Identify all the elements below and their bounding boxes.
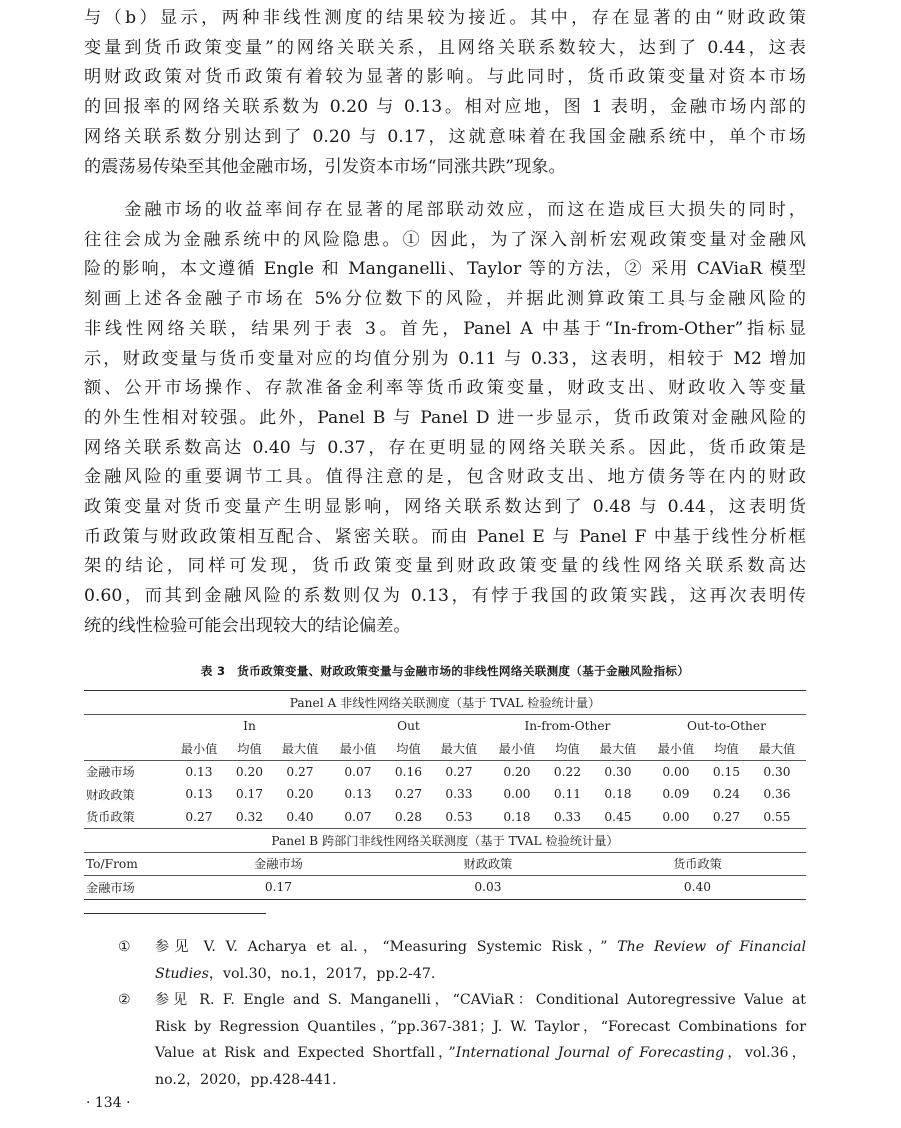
table-cell: 0.33 <box>445 787 473 802</box>
panel-b-title: Panel B 跨部门非线性网络关联测度（基于 TVAL 检验统计量） <box>84 829 806 853</box>
panel-a-title: Panel A 非线性网络关联测度（基于 TVAL 检验统计量） <box>289 695 601 710</box>
footnote-separator <box>84 913 266 914</box>
text-line: 示，财政变量与货币变量对应的均值分别为 0.11 与 0.33，这表明，相较于 M2 增加 <box>84 348 806 369</box>
column-header: 均值 <box>555 741 580 756</box>
table-cell: 0.20 <box>235 764 264 779</box>
table-cell: 0.27 <box>712 809 740 824</box>
column-header: 金融市场 <box>254 857 303 872</box>
column-header: 最大值 <box>758 741 796 756</box>
table-cell: 0.28 <box>394 809 423 824</box>
table-cell: 0.27 <box>394 787 423 802</box>
text-line: 架的结论，同样可发现，货币政策变量到财政政策变量的线性网络关联系数高达 <box>84 556 806 577</box>
page-number: · 134 · <box>86 1095 131 1111</box>
table-caption: 表 3 货币政策变量、财政政策变量与金融市场的非线性网络关联测度（基于金融风险指标） <box>200 664 690 678</box>
column-header: 均值 <box>714 741 739 756</box>
text-line: 的外生性相对较强。此外，Panel B 与 Panel D 进一步显示，货币政策对金融风险的 <box>84 407 806 428</box>
table-cell: 0.45 <box>604 809 632 824</box>
text-line: 明财政政策对货币政策有着较为显著的影响。与此同时，货币政策变量对资本市场 <box>84 67 806 88</box>
text-line: 金融市场的收益率间存在显著的尾部联动效应，而这在造成巨大损失的同时， <box>84 200 806 220</box>
column-header: 最小值 <box>180 741 218 756</box>
table-cell: 0.36 <box>763 787 791 802</box>
text-line: 往往会成为金融系统中的风险隐患。① 因此，为了深入剖析宏观政策变量对金融风 <box>84 229 806 250</box>
group-header: Out <box>397 718 420 733</box>
row-label: 金融市场 <box>86 880 135 895</box>
table-row <box>84 783 806 806</box>
column-header: 最小值 <box>498 741 536 756</box>
footnote-line: 参见 R. F. Engle and S. Manganelli，“CAViaR：Conditional Autoregressive Value at <box>155 992 806 1008</box>
table-cell: 0.30 <box>763 764 791 779</box>
text-line: 变量到货币政策变量”的网络关联关系，且网络关联系数较大，达到了 0.44，这表 <box>84 37 806 58</box>
group-header: In-from-Other <box>524 718 611 733</box>
text-line: 网络关联系数高达 0.40 与 0.37，存在更明显的网络关联关系。因此，货币政策是 <box>84 437 806 458</box>
table-cell: 0.22 <box>553 764 581 779</box>
corner-label: To/From <box>86 856 138 871</box>
footnote-marker: ② <box>118 992 131 1008</box>
column-header: 最小值 <box>339 741 377 756</box>
table-cell: 0.33 <box>553 809 581 824</box>
text-line: 非线性网络关联，结果列于表 3。首先，Panel A 中基于“In-from-Other”指标显 <box>84 318 806 339</box>
column-header: 最大值 <box>281 741 319 756</box>
table-cell: 0.07 <box>344 764 372 779</box>
table-cell: 0.53 <box>445 809 473 824</box>
table-cell: 0.00 <box>503 787 531 802</box>
table-cell: 0.40 <box>683 880 712 895</box>
table-cell: 0.30 <box>604 764 632 779</box>
footnote-line <box>155 961 806 988</box>
group-header: In <box>243 718 256 733</box>
table-cell: 0.27 <box>185 809 213 824</box>
text-line: 的回报率的网络关联系数为 0.20 与 0.13。相对应地，图 1 表明，金融市场内部的 <box>84 97 806 118</box>
footnote-line <box>155 934 806 961</box>
text-line: 险的影响，本文遵循 Engle 和 Manganelli、Taylor 等的方法，② 采用 CAViaR 模型 <box>84 259 806 280</box>
table-cell: 0.17 <box>235 787 264 802</box>
journal-title: Studies <box>155 965 209 982</box>
table-cell: 0.16 <box>394 764 423 779</box>
table-cell: 0.03 <box>474 880 502 895</box>
text-line: 政策变量对货币变量产生明显影响，网络关联系数达到了 0.48 与 0.44，这表明货 <box>84 497 806 518</box>
text-line: 网络关联系数分别达到了 0.20 与 0.17，这就意味着在我国金融系统中，单个市场 <box>84 126 806 147</box>
table-cell: 0.24 <box>712 787 740 802</box>
table-cell: 0.32 <box>235 809 264 824</box>
table-cell: 0.20 <box>286 787 314 802</box>
column-header: 均值 <box>237 741 262 756</box>
column-header: 最小值 <box>657 741 695 756</box>
table-cell: 0.13 <box>185 764 213 779</box>
table-cell: 0.40 <box>286 809 314 824</box>
footnote-line: Risk by Regression Quantiles，”pp.367-381；J. W. Taylor，“Forecast Combinations for <box>155 1018 806 1035</box>
table-row <box>84 876 806 900</box>
table-cell: 0.00 <box>662 809 690 824</box>
column-header: 最大值 <box>599 741 637 756</box>
text-line: 刻画上述各金融子市场在 5%分位数下的风险，并据此测算政策工具与金融风险的 <box>84 289 806 310</box>
column-header: 货币政策 <box>673 857 722 872</box>
paragraph-1 <box>84 4 806 182</box>
group-header: Out-to-Other <box>686 718 766 733</box>
footnote-text: Value at Risk and Expected Shortfall，” <box>155 1045 456 1061</box>
table-cell: 0.15 <box>712 764 740 779</box>
row-label: 金融市场 <box>86 765 135 780</box>
table-cell: 0.13 <box>344 787 372 802</box>
text-line: 金融风险的重要调节工具。值得注意的是，包含财政支出、地方债务等在内的财政 <box>84 467 806 488</box>
table-cell: 0.00 <box>662 764 690 779</box>
text-line: 统的线性检验可能会出现较大的结论偏差。 <box>84 615 411 636</box>
table-cell: 0.18 <box>503 809 531 824</box>
journal-title: The Review of Financial <box>617 939 806 955</box>
table-cell: 0.55 <box>763 809 791 824</box>
footnote-text: ，vol.30，no.1，2017，pp.2-47. <box>208 965 436 982</box>
footnote-text: 参见 V. V. Acharya et al.，“Measuring Systemic Risk，” <box>155 939 608 955</box>
footnote-text: ，vol.36， <box>724 1045 806 1061</box>
footnote-line: no.2，2020，pp.428-441. <box>155 1071 337 1088</box>
table-cell: 0.27 <box>445 764 473 779</box>
footnote-line <box>155 1040 806 1067</box>
table-cell: 0.13 <box>185 787 213 802</box>
footnote-marker: ① <box>118 939 131 955</box>
column-header: 均值 <box>396 741 421 756</box>
row-label: 货币政策 <box>86 810 135 825</box>
table-cell: 0.09 <box>662 787 690 802</box>
table-cell: 0.27 <box>286 764 314 779</box>
text-line: 额、公开市场操作、存款准备金利率等货币政策变量，财政支出、财政收入等变量 <box>84 378 806 399</box>
text-line: 与（b）显示，两种非线性测度的结果较为接近。其中，存在显著的由“财政政策 <box>84 8 806 28</box>
table-row <box>84 760 806 783</box>
table-cell: 0.20 <box>503 764 531 779</box>
table-cell: 0.18 <box>604 787 632 802</box>
table-cell: 0.07 <box>344 809 372 824</box>
paragraph-2 <box>84 196 806 642</box>
text-line: 的震荡易传染至其他金融市场，引发资本市场“同涨共跌”现象。 <box>84 156 566 177</box>
column-header: 财政政策 <box>463 857 513 872</box>
journal-title: International Journal of Forecasting <box>455 1045 725 1061</box>
table-cell: 0.17 <box>264 880 293 895</box>
column-header: 最大值 <box>440 741 478 756</box>
text-line: 0.60，而其到金融风险的系数则仅为 0.13，有悖于我国的政策实践，这再次表明传 <box>84 586 806 607</box>
table-cell: 0.11 <box>553 787 581 802</box>
table-row <box>84 806 806 829</box>
row-label: 财政政策 <box>86 787 135 802</box>
text-line: 币政策与财政政策相互配合、紧密关联。而由 Panel E 与 Panel F 中基于线性分析框 <box>84 526 806 547</box>
table-3 <box>84 690 806 900</box>
